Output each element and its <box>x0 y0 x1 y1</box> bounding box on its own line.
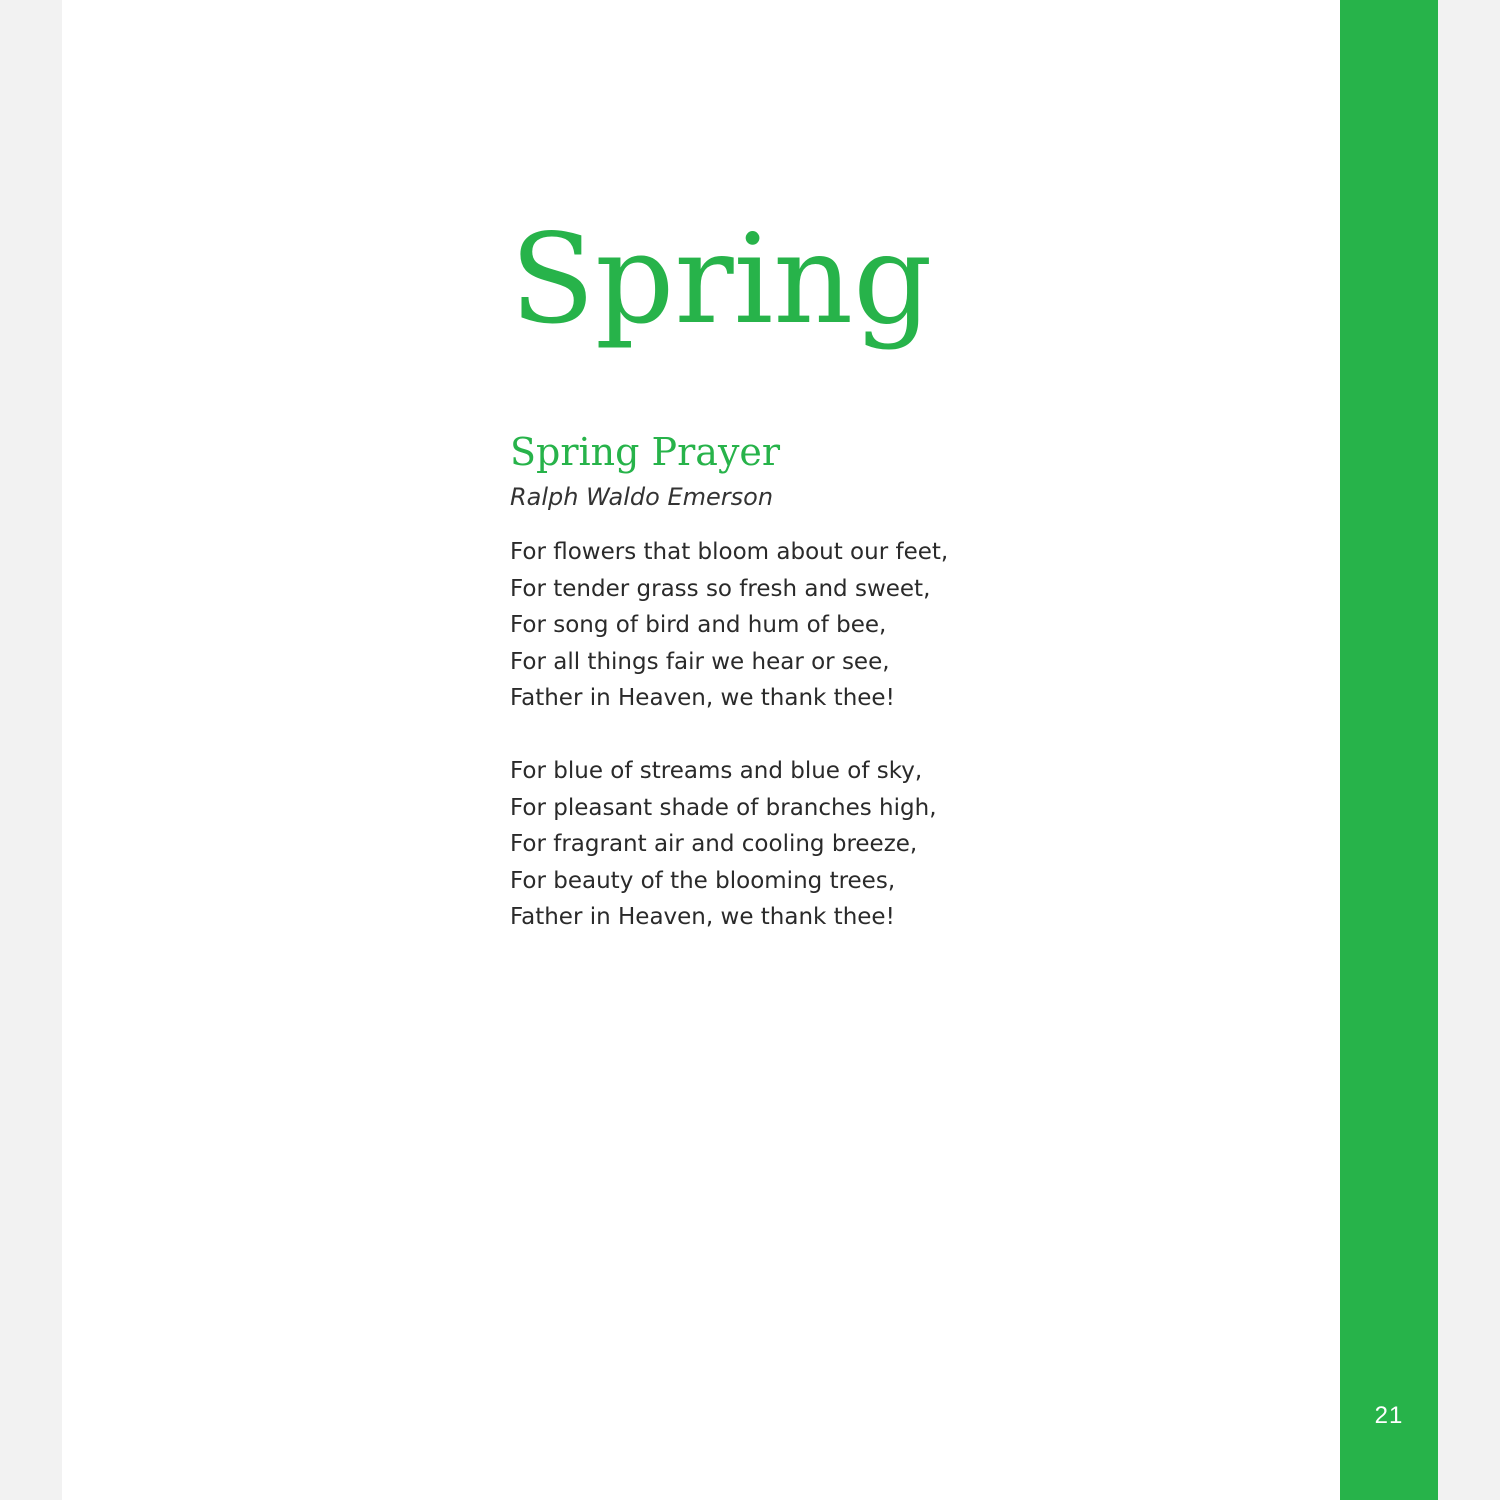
poem-line: For fragrant air and cooling breeze, <box>510 831 918 858</box>
poem-title: Spring Prayer <box>510 430 781 474</box>
poem-line: For blue of streams and blue of sky, <box>510 758 923 784</box>
poem-line: For flowers that bloom about our feet, <box>510 539 949 565</box>
book-page <box>62 0 1340 1500</box>
poem-line: For pleasant shade of branches high, <box>510 794 937 821</box>
poem-line: For tender grass so fresh and sweet, <box>510 575 931 602</box>
poem-line: For all things fair we hear or see, <box>510 648 890 675</box>
section-title: Spring <box>510 208 933 352</box>
page-number: 21 <box>1374 1402 1404 1429</box>
poem-stanza-1 <box>510 534 948 717</box>
poem-stanza-2 <box>510 753 937 936</box>
poem-line: For beauty of the blooming trees, <box>510 867 896 894</box>
poem-line: Father in Heaven, we thank thee! <box>510 904 895 931</box>
poem-line: For song of bird and hum of bee, <box>510 612 887 639</box>
green-side-bar <box>1340 0 1438 1500</box>
poem-line: Father in Heaven, we thank thee! <box>510 685 895 712</box>
poem-author: Ralph Waldo Emerson <box>510 483 774 511</box>
